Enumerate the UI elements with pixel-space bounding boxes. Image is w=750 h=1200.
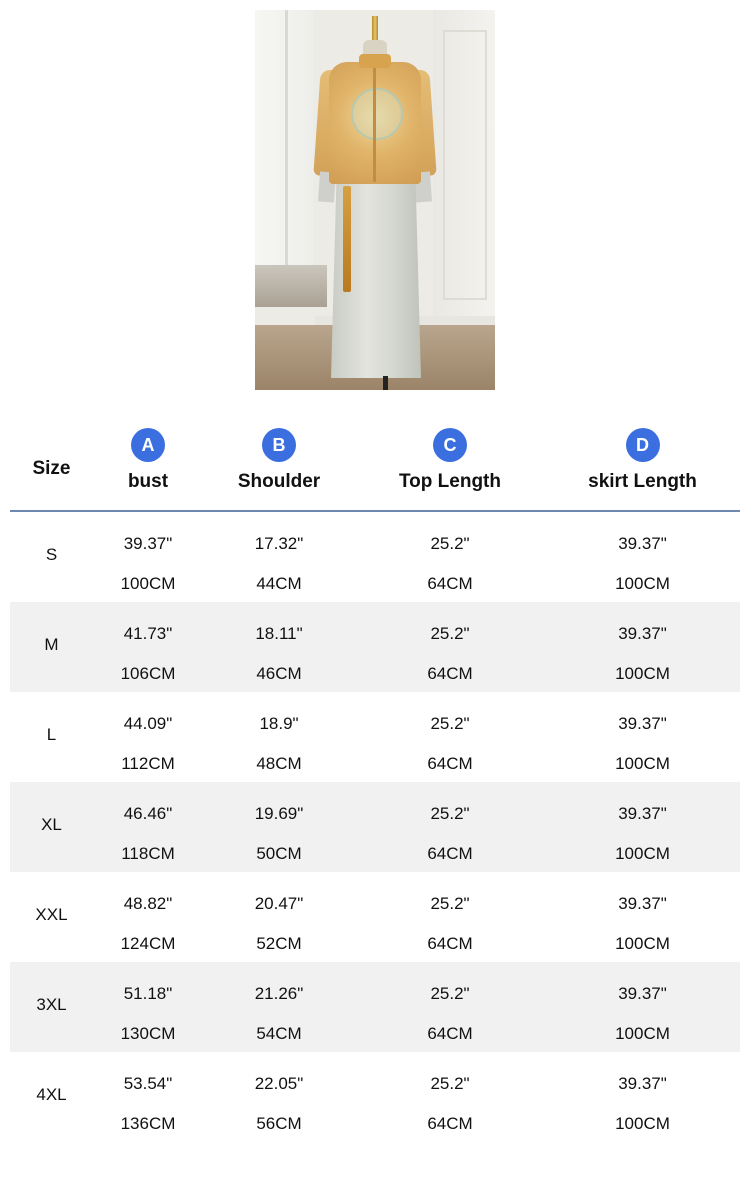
top-length-inch: 25.2" bbox=[430, 534, 470, 553]
badge-d: D bbox=[626, 428, 660, 462]
skirt-length-inch: 39.37" bbox=[618, 714, 667, 733]
top-length-inch: 25.2" bbox=[430, 804, 470, 823]
table-row bbox=[10, 962, 740, 1052]
skirt-length-inch: 39.37" bbox=[618, 534, 667, 553]
size-label: XL bbox=[41, 815, 62, 834]
shoulder-inch: 17.32" bbox=[254, 534, 304, 553]
top-length-inch: 25.2" bbox=[430, 1074, 470, 1093]
size-label: 3XL bbox=[36, 995, 67, 1014]
size-column-header bbox=[10, 420, 93, 510]
top-length-cm: 64CM bbox=[427, 934, 473, 953]
shoulder-cm: 54CM bbox=[256, 1024, 302, 1043]
tassel bbox=[343, 186, 351, 292]
size-label: XXL bbox=[35, 905, 68, 924]
bust-cm: 124CM bbox=[120, 934, 176, 953]
size-label: M bbox=[44, 635, 59, 654]
product-photo bbox=[255, 10, 495, 390]
top-length-inch: 25.2" bbox=[430, 624, 470, 643]
shoulder-inch: 21.26" bbox=[254, 984, 304, 1003]
shoulder-cm: 50CM bbox=[256, 844, 302, 863]
top-length-cm: 64CM bbox=[427, 664, 473, 683]
shoulder-column-header bbox=[203, 420, 355, 510]
skirt-length-inch: 39.37" bbox=[618, 624, 667, 643]
skirt-length-inch: 39.37" bbox=[618, 804, 667, 823]
skirt-length-inch: 39.37" bbox=[618, 1074, 667, 1093]
top-length-inch: 25.2" bbox=[430, 984, 470, 1003]
bust-column-header bbox=[93, 420, 203, 510]
shoulder-cm: 48CM bbox=[256, 754, 302, 773]
bust-inch: 41.73" bbox=[123, 624, 173, 643]
column-label: Shoulder bbox=[237, 471, 321, 492]
skirt-length-cm: 100CM bbox=[615, 664, 670, 683]
column-label: Top Length bbox=[398, 471, 501, 492]
top-length-cm: 64CM bbox=[427, 574, 473, 593]
size-label: S bbox=[45, 545, 58, 564]
bust-inch: 46.46" bbox=[123, 804, 173, 823]
skirt-length-cm: 100CM bbox=[615, 574, 670, 593]
shoulder-inch: 18.9" bbox=[259, 714, 299, 733]
skirt-length-cm: 100CM bbox=[615, 934, 670, 953]
table-row bbox=[10, 872, 740, 962]
table-row bbox=[10, 1052, 740, 1142]
shoulder-cm: 46CM bbox=[256, 664, 302, 683]
bust-cm: 106CM bbox=[120, 664, 176, 683]
size-chart-header bbox=[10, 420, 740, 512]
bust-cm: 136CM bbox=[120, 1114, 176, 1133]
shoulder-inch: 22.05" bbox=[254, 1074, 304, 1093]
top-length-inch: 25.2" bbox=[430, 894, 470, 913]
bust-cm: 130CM bbox=[120, 1024, 176, 1043]
skirt-length-cm: 100CM bbox=[615, 1114, 670, 1133]
skirt-length-inch: 39.37" bbox=[618, 894, 667, 913]
top-length-column-header bbox=[355, 420, 545, 510]
size-header-label: Size bbox=[32, 458, 71, 479]
photo-window bbox=[255, 10, 313, 280]
bust-inch: 48.82" bbox=[123, 894, 173, 913]
bust-cm: 118CM bbox=[121, 844, 175, 863]
skirt-length-cm: 100CM bbox=[615, 1024, 670, 1043]
shoulder-inch: 18.11" bbox=[255, 624, 303, 643]
size-label: L bbox=[46, 725, 57, 744]
bust-inch: 51.18" bbox=[123, 984, 173, 1003]
bust-inch: 53.54" bbox=[123, 1074, 173, 1093]
bust-inch: 39.37" bbox=[123, 534, 173, 553]
bust-cm: 112CM bbox=[121, 754, 175, 773]
top-length-cm: 64CM bbox=[427, 844, 473, 863]
shoulder-cm: 52CM bbox=[256, 934, 302, 953]
shoulder-inch: 20.47" bbox=[254, 894, 304, 913]
badge-a: A bbox=[131, 428, 165, 462]
column-label: skirt Length bbox=[588, 471, 697, 492]
top-length-cm: 64CM bbox=[427, 1114, 473, 1133]
top-length-cm: 64CM bbox=[427, 754, 473, 773]
skirt-length-cm: 100CM bbox=[615, 844, 670, 863]
table-row bbox=[10, 692, 740, 782]
badge-c: C bbox=[433, 428, 467, 462]
shoulder-inch: 19.69" bbox=[254, 804, 304, 823]
column-label: bust bbox=[127, 471, 169, 492]
skirt-length-inch: 39.37" bbox=[618, 984, 667, 1003]
table-row bbox=[10, 602, 740, 692]
top-length-cm: 64CM bbox=[427, 1024, 473, 1043]
size-label: 4XL bbox=[36, 1085, 67, 1104]
skirt-length-cm: 100CM bbox=[615, 754, 670, 773]
table-row bbox=[10, 782, 740, 872]
bust-inch: 44.09" bbox=[123, 714, 173, 733]
shoulder-cm: 56CM bbox=[256, 1114, 302, 1133]
table-row bbox=[10, 512, 740, 602]
bust-cm: 100CM bbox=[120, 574, 176, 593]
skirt-length-column-header bbox=[545, 420, 740, 510]
size-chart-table bbox=[10, 420, 740, 1142]
shoulder-cm: 44CM bbox=[256, 574, 302, 593]
top-length-inch: 25.2" bbox=[430, 714, 470, 733]
badge-b: B bbox=[262, 428, 296, 462]
size-chart-body bbox=[10, 512, 740, 1142]
